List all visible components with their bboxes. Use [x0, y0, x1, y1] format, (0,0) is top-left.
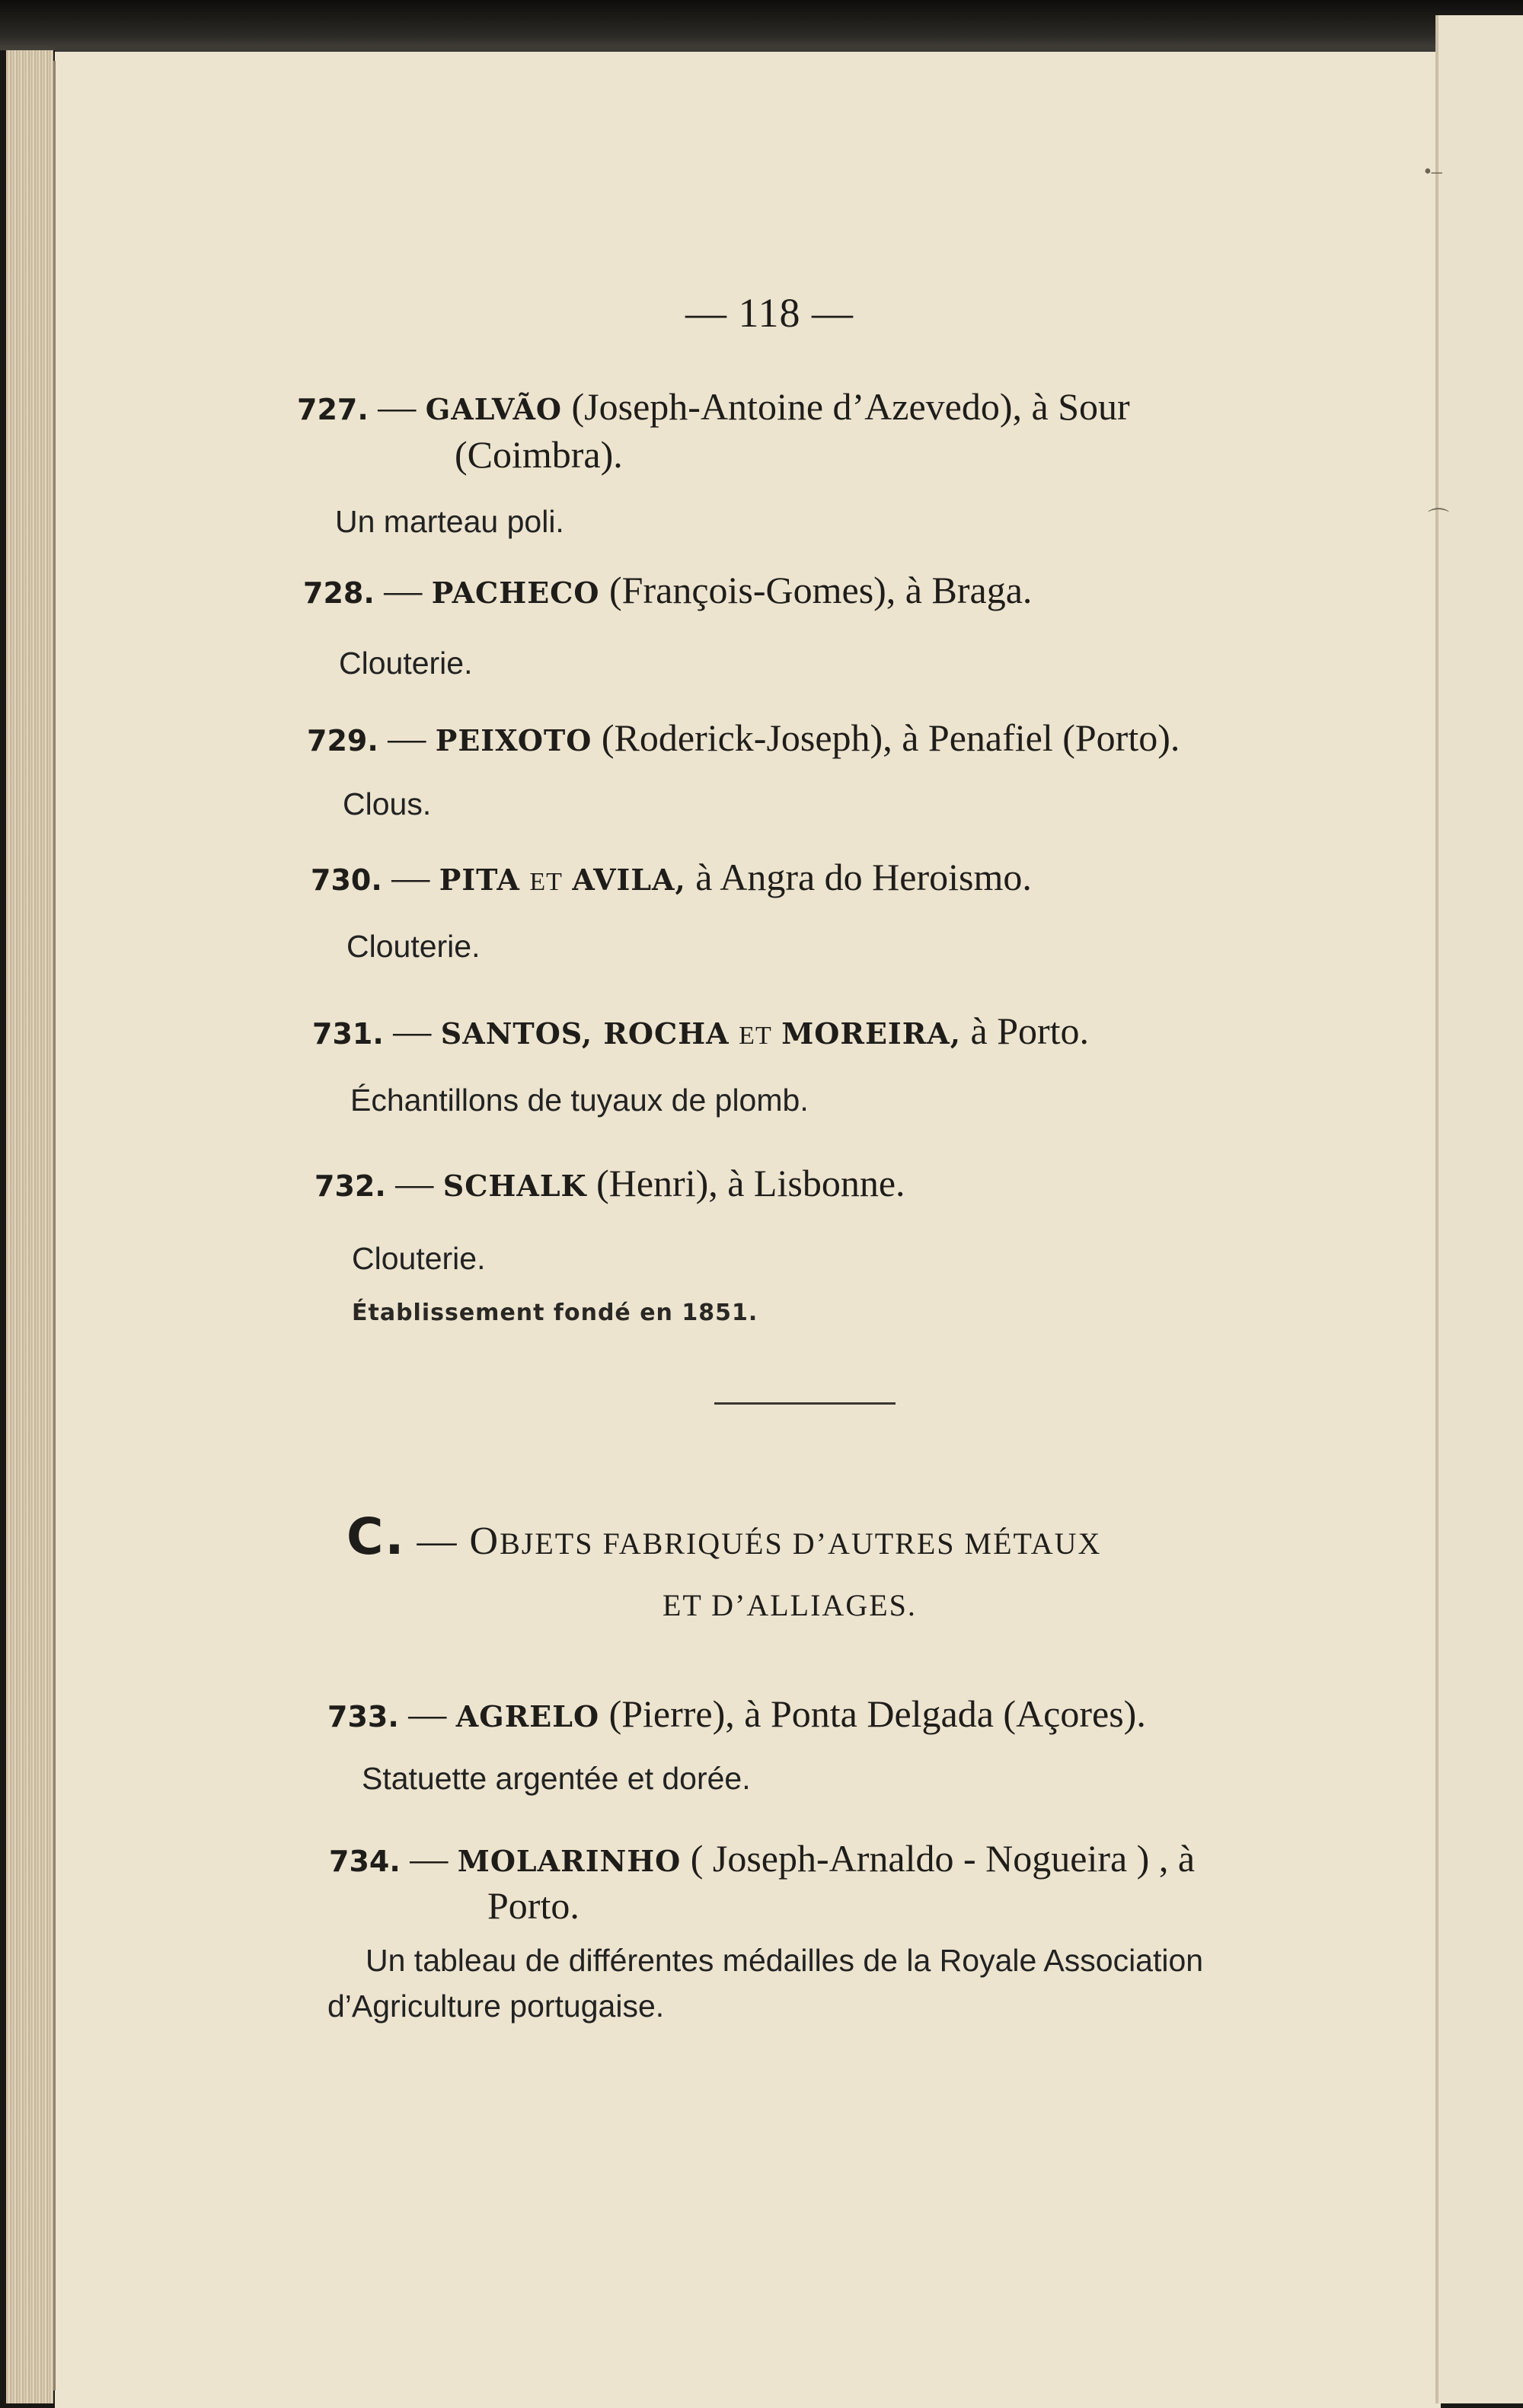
entry-730-heading — [311, 855, 1032, 899]
entry-number: 727. — [297, 393, 369, 426]
entry-732-note: Établissement fondé en 1851. — [352, 1300, 758, 1326]
entry-details: (Pierre), à Ponta Delgada (Açores). — [608, 1692, 1146, 1735]
conjunction: ET — [739, 1022, 772, 1050]
entry-name: PITA — [439, 863, 520, 897]
entry-details: (Joseph-Antoine d’Azevedo), à Sour — [571, 385, 1130, 428]
entry-name: PACHECO — [431, 576, 600, 610]
margin-mark-icon: ⌒ — [1428, 508, 1450, 531]
dash: — — [417, 1520, 458, 1563]
entry-number: 731. — [312, 1017, 384, 1051]
entry-729-heading — [307, 716, 1180, 760]
entry-name: PEIXOTO — [435, 723, 592, 757]
section-heading — [346, 1507, 1101, 1566]
entry-730-description: Clouterie. — [346, 929, 481, 964]
entry-name: GALVÃO — [425, 392, 563, 426]
dash: — — [378, 385, 417, 428]
dash: — — [395, 1162, 434, 1204]
entry-728-description: Clouterie. — [339, 646, 473, 681]
entry-728-heading — [303, 568, 1032, 612]
page-number: — 118 — — [685, 290, 854, 336]
entry-details: (François-Gomes), à Braga. — [609, 569, 1033, 611]
dash: — — [393, 1009, 432, 1052]
section-letter: C. — [346, 1507, 406, 1566]
entry-number: 734. — [329, 1845, 401, 1878]
section-title-line1: BJETS FABRIQUÉS D’AUTRES MÉTAUX — [500, 1526, 1102, 1561]
entry-729-description: Clous. — [343, 786, 432, 821]
entry-details: ( Joseph-Arnaldo - Nogueira ) , à — [690, 1837, 1196, 1880]
entry-727-continuation: (Coimbra). — [455, 433, 623, 476]
entry-name-second: MOREIRA, — [781, 1016, 961, 1051]
entry-733-description: Statuette argentée et dorée. — [362, 1761, 751, 1796]
entry-731-heading — [312, 1009, 1089, 1053]
entry-number: 732. — [314, 1169, 386, 1203]
entry-details: (Henri), à Lisbonne. — [596, 1162, 905, 1204]
dash: — — [391, 856, 430, 898]
entry-733-heading — [327, 1692, 1146, 1736]
entry-727-description: Un marteau poli. — [335, 504, 564, 539]
entry-732-heading — [314, 1161, 905, 1205]
dash: — — [384, 569, 423, 611]
conjunction: ET — [529, 868, 563, 896]
entry-732-description: Clouterie. — [352, 1241, 486, 1276]
entry-731-description: Échantillons de tuyaux de plomb. — [350, 1083, 809, 1118]
page-edges — [6, 50, 53, 2403]
entry-number: 733. — [327, 1700, 399, 1733]
entry-734-heading — [329, 1836, 1195, 1880]
page-edge-line — [53, 61, 56, 2390]
dash: — — [408, 1692, 447, 1735]
entry-name: SCHALK — [442, 1169, 587, 1203]
section-divider — [714, 1402, 896, 1405]
section-title-line2: ET D’ALLIAGES. — [663, 1588, 917, 1622]
entry-details: à Porto. — [970, 1009, 1090, 1052]
section-title-initial: O — [469, 1520, 500, 1563]
dash: — — [410, 1837, 449, 1880]
entry-name-second: AVILA, — [572, 863, 686, 897]
entry-details: (Roderick-Joseph), à Penafiel (Porto). — [601, 716, 1180, 759]
facing-page-edge — [1435, 15, 1523, 2403]
entry-details: à Angra do Heroismo. — [695, 856, 1032, 898]
entry-734-description: Un tableau de différentes médailles de la Royale Association — [366, 1943, 1204, 1978]
entry-734-continuation: Porto. — [487, 1884, 580, 1927]
entry-name: AGRELO — [455, 1699, 600, 1733]
entry-name: MOLARINHO — [457, 1844, 682, 1878]
entry-name: SANTOS, ROCHA — [440, 1016, 730, 1051]
entry-727-heading — [297, 384, 1130, 429]
margin-mark-icon: •– — [1424, 160, 1442, 183]
entry-number: 730. — [311, 863, 382, 897]
entry-number: 728. — [303, 576, 375, 610]
entry-number: 729. — [307, 724, 378, 757]
top-shadow — [0, 0, 1523, 50]
entry-734-description-cont: d’Agriculture portugaise. — [327, 1989, 665, 2024]
dash: — — [388, 716, 426, 759]
